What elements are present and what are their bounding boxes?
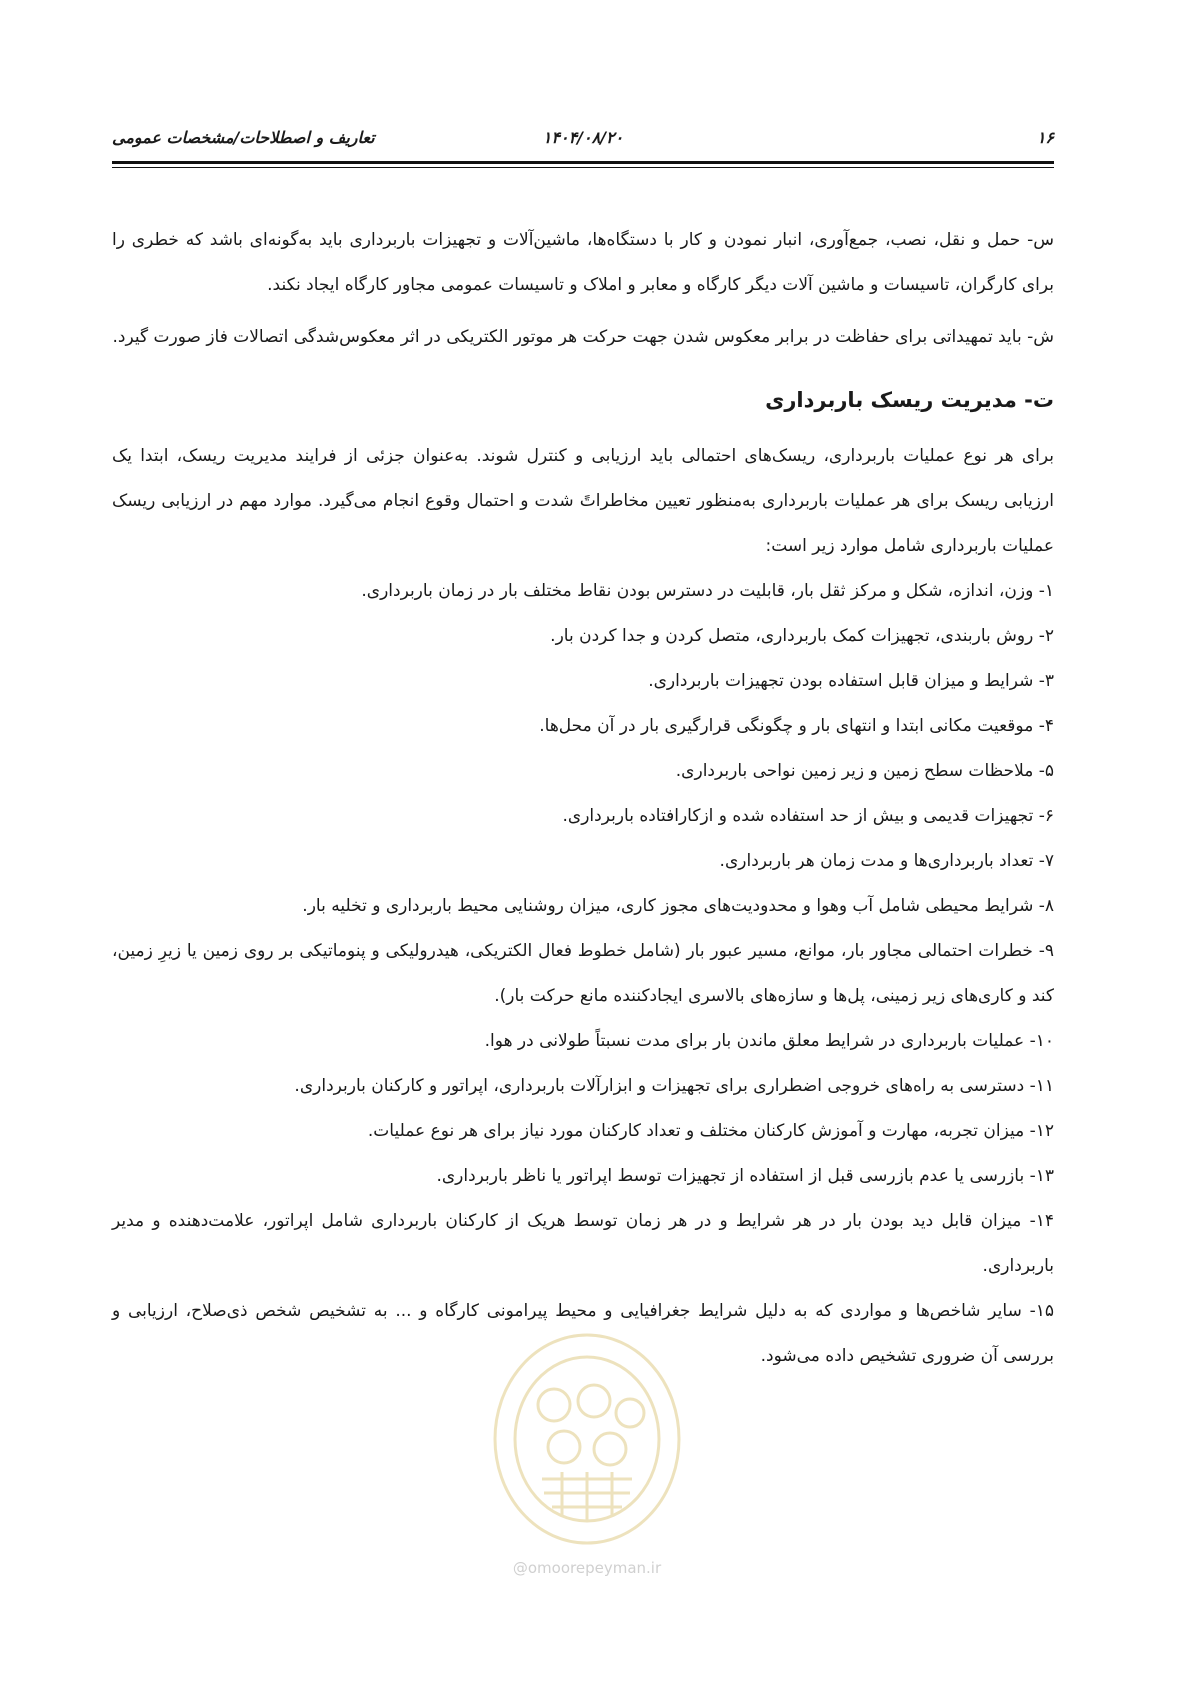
header-date: ۱۴۰۴/۰۸/۲۰ [542, 128, 624, 147]
list-item: ۱- وزن، اندازه، شکل و مرکز ثقل بار، قابلیت در دسترس بودن نقاط مختلف بار در زمان باربرداری. [361, 581, 1054, 601]
page-number: ۱۶ [1036, 128, 1054, 147]
list-item: ۸- شرایط محیطی شامل آب وهوا و محدودیت‌های مجوز کاری، میزان روشنایی محیط باربرداری و تخلیه بار. [302, 896, 1054, 916]
list-item: ۹- خطرات احتمالی مجاور بار، موانع، مسیر عبور بار (شامل خطوط فعال الکتریکی، هیدرولیکی و پنوماتیکی بر روی زمین یا زیرِ زمین، کند و کاری‌های زیر زمینی، پل‌ها و سازه‌های بالاسری ایجادکننده مانع حرکت بار). [112, 941, 1054, 1006]
list-item: ۱۵- سایر شاخص‌ها و مواردی که به دلیل شرایط جغرافیایی و محیط پیرامونی کارگاه و ... به تشخیص شخص ذی‌صلاح، ارزیابی و بررسی آن ضروری تشخیص داده می‌شود. [112, 1301, 1054, 1366]
section-heading: ت- مدیریت ریسک باربرداری [765, 388, 1054, 412]
page-header [112, 128, 1054, 152]
risk-items-list [112, 569, 1054, 1379]
list-item: ۱۴- میزان قابل دید بودن بار در هر شرایط و در هر زمان توسط هریک از کارکنان باربرداری شامل اپراتور، علامت‌دهنده و مدیر باربرداری. [112, 1211, 1054, 1276]
list-item: ۶- تجهیزات قدیمی و بیش از حد استفاده شده و ازکارافتاده باربرداری. [562, 806, 1054, 826]
list-item: ۱۰- عملیات باربرداری در شرایط معلق ماندن بار برای مدت نسبتاً طولانی در هوا. [484, 1031, 1054, 1051]
section-intro: برای هر نوع عملیات باربرداری، ریسک‌های احتمالی باید ارزیابی و کنترل شوند. به‌عنوان جزئی از فرایند مدیریت ریسک، ابتدا یک ارزیابی ریسک برای هر عملیات باربرداری به‌منظور تعیین مخاطراتً شدت و احتمال وقوع انجام می‌گیرد. موارد مهم در ارزیابی ریسک عملیات باربرداری شامل موارد زیر است: [112, 446, 1054, 556]
header-rule-thin [112, 167, 1054, 168]
watermark-site: @omoorepeyman.ir [512, 1559, 662, 1577]
page-body [112, 218, 1054, 1379]
header-rule-thick [112, 161, 1054, 164]
header-title: تعاریف و اصطلاحات/مشخصات عمومی [112, 128, 375, 147]
paragraph-sin: س- حمل و نقل، نصب، جمع‌آوری، انبار نمودن و کار با دستگاه‌ها، ماشین‌آلات و تجهیزات باربرداری باید به‌گونه‌ای باشد که خطری را برای کارگران، تاسیسات و ماشین آلات دیگر کارگاه و معابر و املاک و تاسیسات عمومی مجاور کارگاه ایجاد نکند. [112, 230, 1054, 295]
list-item: ۲- روش باربندی، تجهیزات کمک باربرداری، متصل کردن و جدا کردن بار. [550, 626, 1054, 646]
list-item: ۱۱- دسترسی به راه‌های خروجی اضطراری برای تجهیزات و ابزارآلات باربرداری، اپراتور و کارکنان باربرداری. [294, 1076, 1054, 1096]
list-item: ۵- ملاحظات سطح زمین و زیر زمین نواحی باربرداری. [675, 761, 1054, 781]
list-item: ۴- موقعیت مکانی ابتدا و انتهای بار و چگونگی قرارگیری بار در آن محل‌ها. [539, 716, 1054, 736]
list-item: ۱۲- میزان تجربه، مهارت و آموزش کارکنان مختلف و تعداد کارکنان مورد نیاز برای هر نوع عملیات. [367, 1121, 1054, 1141]
list-item: ۳- شرایط و میزان قابل استفاده بودن تجهیزات باربرداری. [648, 671, 1054, 691]
list-item: ۱۳- بازرسی یا عدم بازرسی قبل از استفاده از تجهیزات توسط اپراتور یا ناظر باربرداری. [436, 1166, 1054, 1186]
list-item: ۷- تعداد باربرداری‌ها و مدت زمان هر باربرداری. [719, 851, 1054, 871]
paragraph-shin: ش- باید تمهیداتی برای حفاظت در برابر معکوس شدن جهت حرکت هر موتور الکتریکی در اثر معکوس‌شدگی اتصالات فاز صورت گیرد. [112, 327, 1054, 347]
